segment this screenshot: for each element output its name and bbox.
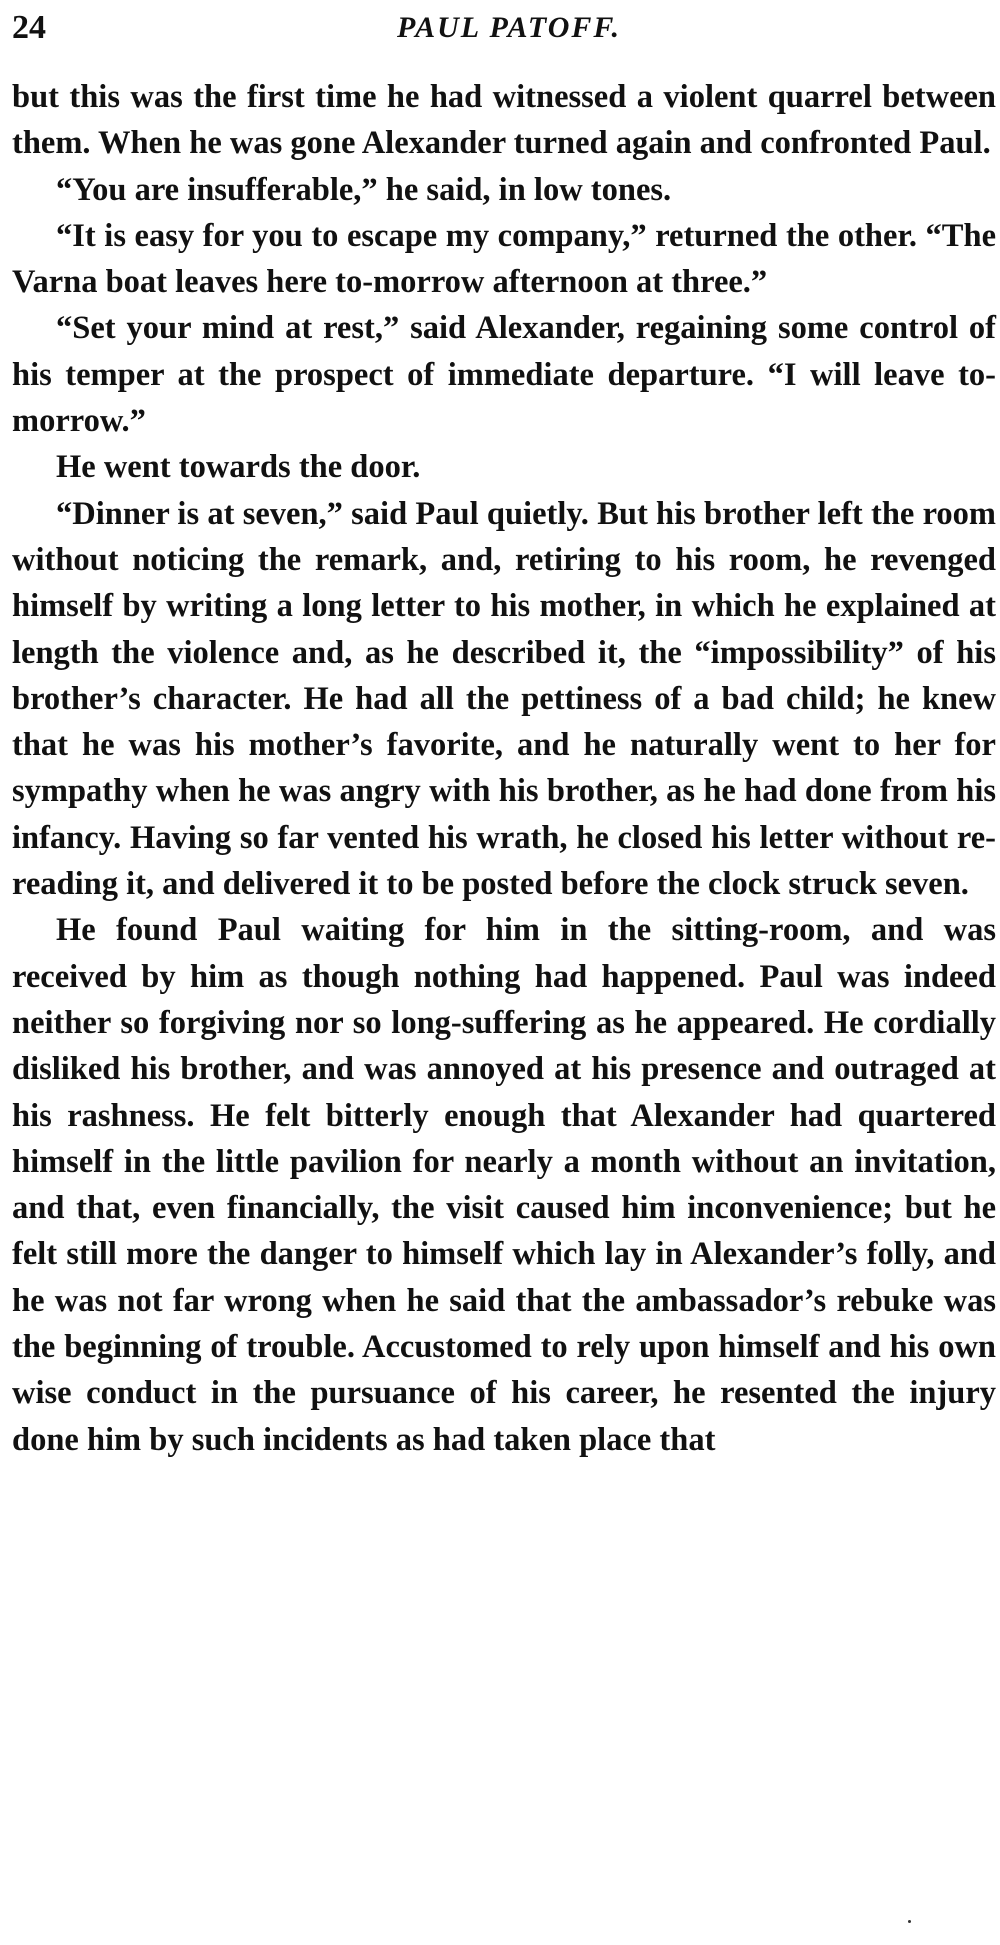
page-number: 24 [12, 9, 46, 46]
page-header [12, 0, 996, 60]
body-text [12, 74, 996, 1463]
paragraph: He found Paul waiting for him in the sitting-room, and was received by him as though nothing had happened. Paul was indeed neither so forgiving nor so long-suffering as he appeared. He cordially disliked his brother, and was annoyed at his presence and outraged at his rashness. He felt bitterly enough that Alexander had quartered himself in the little pavilion for nearly a month without an invitation, and that, even financially, the visit caused him inconvenience; but he felt still more the danger to himself which lay in Alexander’s folly, and he was not far wrong when he said that the ambassador’s rebuke was the beginning of trouble. Accustomed to rely upon himself and his own wise conduct in the pursuance of his career, he resented the injury done him by such incidents as had taken place that [12, 912, 996, 1458]
paragraph-dialogue: “Dinner is at seven,” said Paul quietly. But his brother left the room without noticing the remark, and, retiring to his room, he revenged himself by writing a long letter to his mother, in which he explained at length the violence and, as he described it, the “impossibility” of his brother’s character. He had all the pettiness of a bad child; he knew that he was his mother’s favorite, and he naturally went to her for sympathy when he was angry with his brother, as he had done from his infancy. Having so far vented his wrath, he closed his letter without re-reading it, and delivered it to be posted before the clock struck seven. [12, 495, 996, 903]
paragraph-continuation: but this was the first time he had witnessed a violent quarrel between them. When he was gone Alexander turned again and confronted Paul. [12, 79, 996, 162]
book-page [12, 0, 996, 1463]
scan-speck [908, 1920, 911, 1923]
paragraph-dialogue: “Set your mind at rest,” said Alexander, regaining some control of his temper at the prospect of immediate departure. “I will leave to-morrow.” [12, 310, 996, 440]
paragraph-dialogue: “It is easy for you to escape my company,” returned the other. “The Varna boat leaves here to-morrow afternoon at three.” [12, 217, 996, 301]
paragraph: He went towards the door. [56, 449, 421, 486]
running-title: PAUL PATOFF. [396, 11, 622, 44]
paragraph-dialogue: “You are insufferable,” he said, in low tones. [56, 171, 672, 208]
